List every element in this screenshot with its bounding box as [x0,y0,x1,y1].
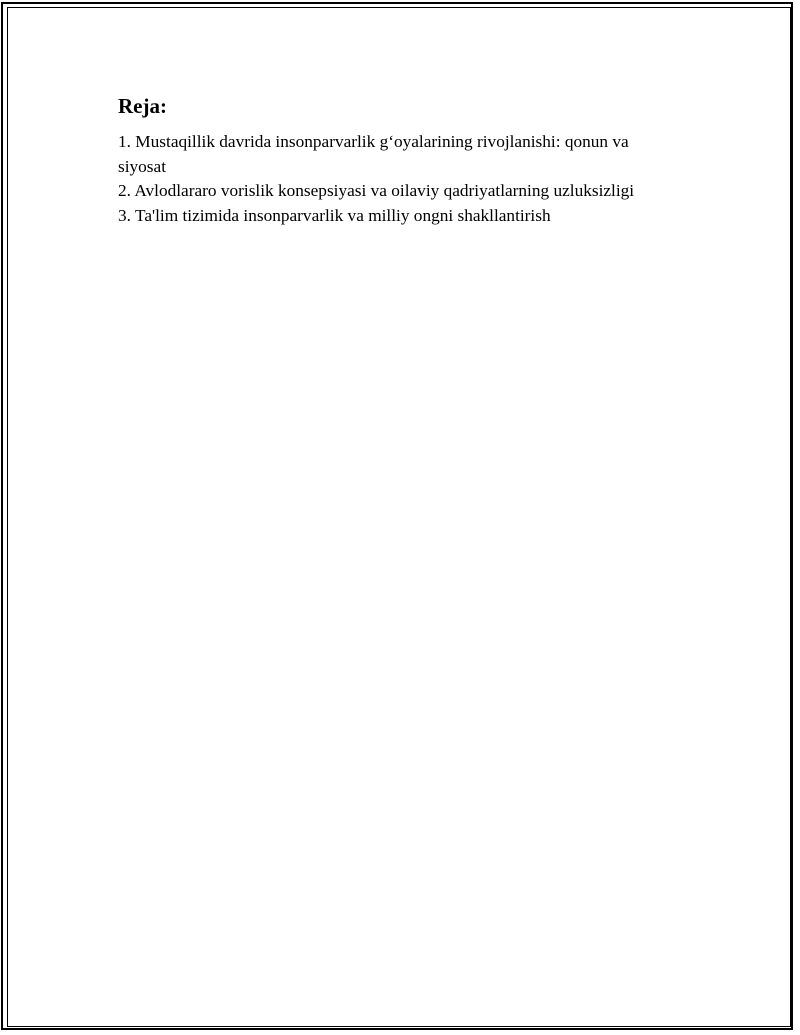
plan-item-2: 2. Avlodlararo vorislik konsepsiyasi va oilaviy qadriyatlarning uzluksizligi [118,181,635,200]
plan-item-3: 3. Ta'lim tizimida insonparvarlik va milliy ongni shakllantirish [118,205,551,225]
plan-heading: Reja: [118,94,167,118]
plan-item-1: 1. Mustaqillik davrida insonparvarlik g‘oyalarining rivojlanishi: qonun va siyosat [118,132,629,176]
plan-list [118,130,678,228]
page-content [118,92,678,228]
